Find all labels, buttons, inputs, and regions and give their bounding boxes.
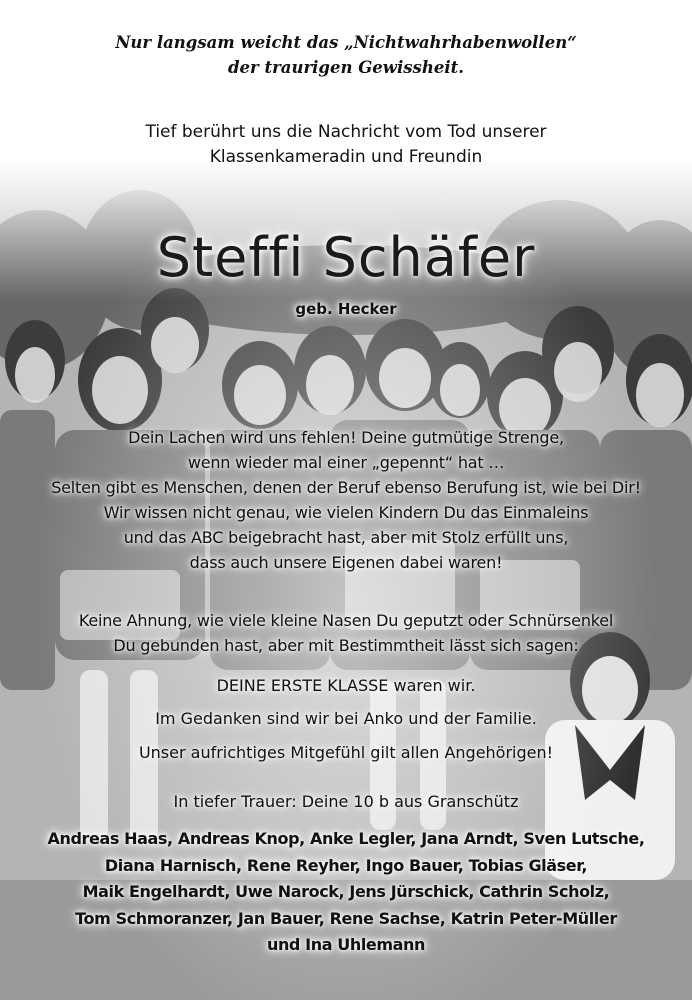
verse-line: Dein Lachen wird uns fehlen! Deine gutmütige Strenge,: [128, 428, 564, 447]
signatories-line: Diana Harnisch, Rene Reyher, Ingo Bauer, Tobias Gläser,: [104, 855, 588, 875]
signatories-line: Andreas Haas, Andreas Knop, Anke Legler, Jana Arndt, Sven Lutsche,: [47, 829, 645, 848]
quote-line: der traurigen Gewissheit.: [228, 58, 464, 77]
opening-quote: [0, 30, 692, 80]
tribute-verse-second: [0, 608, 692, 658]
verse-line: Wir wissen nicht genau, wie vielen Kindern Du das Einmaleins: [103, 503, 589, 522]
intro-line: Tief berührt uns die Nachricht vom Tod unserer: [145, 122, 547, 142]
signatories-line: Tom Schmoranzer, Jan Bauer, Rene Sachse, Katrin Peter-Müller: [75, 908, 617, 928]
intro-line: Klassenkameradin und Freundin: [209, 147, 483, 167]
sympathy-line: Unser aufrichtiges Mitgefühl gilt allen Angehörigen!: [138, 743, 554, 762]
intro-text: [0, 120, 692, 170]
signatories-line: und Ina Uhlemann: [266, 935, 426, 954]
maiden-name: geb. Hecker: [295, 300, 397, 318]
thoughts-line: Im Gedanken sind wir bei Anko und der Familie.: [155, 709, 537, 728]
tribute-verse: [0, 425, 692, 575]
verse-line: Du gebunden hast, aber mit Bestimmtheit lässt sich sagen:: [113, 636, 579, 655]
signatories-line: Maik Engelhardt, Uwe Narock, Jens Jürschick, Cathrin Scholz,: [82, 882, 610, 901]
verse-line: Selten gibt es Menschen, denen der Beruf ebenso Berufung ist, wie bei Dir!: [51, 478, 641, 497]
first-class-line: DEINE ERSTE KLASSE waren wir.: [216, 676, 476, 695]
verse-line: und das ABC beigebracht hast, aber mit Stolz erfüllt uns,: [123, 528, 569, 547]
verse-line: dass auch unsere Eigenen dabei waren!: [189, 553, 503, 572]
verse-line: wenn wieder mal einer „gepennt“ hat …: [187, 453, 505, 472]
verse-line: Keine Ahnung, wie viele kleine Nasen Du geputzt oder Schnürsenkel: [78, 611, 614, 630]
deceased-name: Steffi Schäfer: [156, 226, 536, 289]
signatories: [0, 826, 692, 959]
mourning-line: In tiefer Trauer: Deine 10 b aus Granschütz: [173, 792, 519, 811]
quote-line: Nur langsam weicht das „Nichtwahrhabenwollen“: [115, 33, 577, 52]
